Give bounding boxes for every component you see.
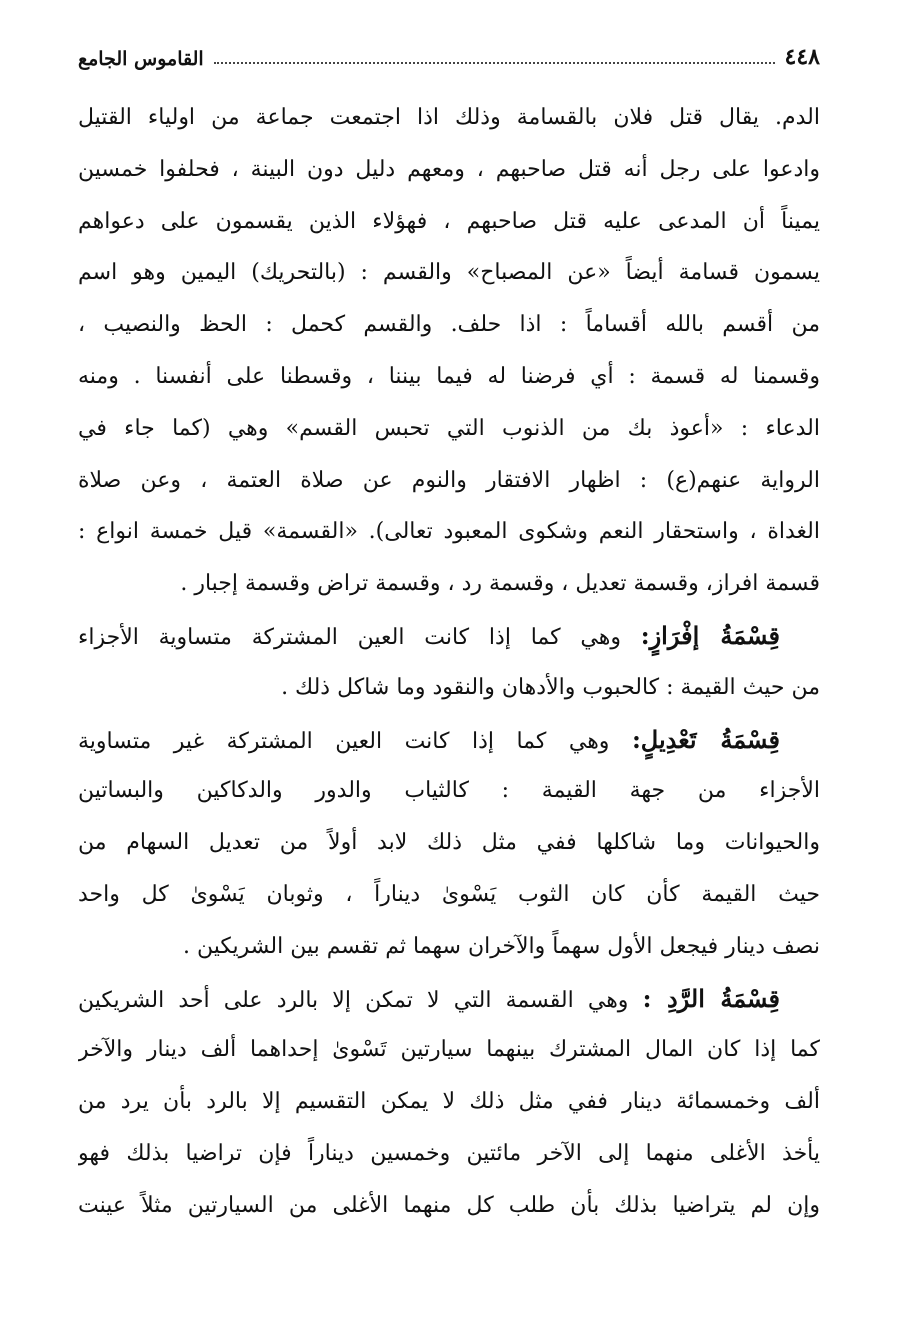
section-first-line [78, 714, 820, 766]
text-line: الرواية عنهم(ع) : اظهار الافتقار والنوم عن صلاة العتمة ، وعن صلاة [78, 467, 820, 493]
text-line: وادعوا على رجل أنه قتل صاحبهم ، ومعهم دليل دون البينة ، فحلفوا خمسين [78, 156, 820, 182]
text-line: وقسمنا له قسمة : أي فرضنا له فيما بيننا ، وقسطنا على أنفسنا . ومنه [78, 363, 820, 389]
text-line: نصف دينار فيجعل الأول سهماً والآخران سهما ثم تقسم بين الشريكين . [183, 933, 820, 959]
running-title: القاموس الجامع [78, 48, 204, 70]
text-line: يميناً أن المدعى عليه قتل صاحبهم ، فهؤلاء الذين يقسمون على دعواهم [78, 208, 820, 234]
section-term: قِسْمَةُ الرَّدِ : [642, 983, 781, 1013]
text-line: ألف وخمسمائة دينار ففي مثل ذلك لا يمكن التقسيم إلا بالرد بأن يرد من [78, 1089, 820, 1115]
page-number: ٤٤٨ [784, 44, 820, 70]
section-first-line [78, 610, 820, 662]
text-line: من حيث القيمة : كالحبوب والأدهان والنقود وما شاكل ذلك . [281, 674, 820, 700]
text-line: يأخذ الأغلى منهما إلى الآخر مائتين وخمسين ديناراً فإن تراضيا بذلك فهو [78, 1140, 820, 1166]
text-line: كما إذا كان المال المشترك بينهما سيارتين تَسْوىٰ إحداهما ألف دينار والآخر [78, 1037, 820, 1063]
text-line: الدم. يقال قتل فلان بالقسامة وذلك اذا اجتمعت جماعة من اولياء القتيل [78, 105, 820, 130]
text-line: وإن لم يتراضيا بذلك بأن طلب كل منهما الأغلى من السيارتين مثلاً عينت [78, 1192, 820, 1218]
section-first-text: وهي كما إذا كانت العين المشتركة متساوية الأجزاء [78, 624, 621, 650]
page-header [78, 36, 820, 70]
header-dot-leader [214, 61, 775, 64]
text-line: والحيوانات وما شاكلها ففي مثل ذلك لابد أولاً من تعديل السهام من [78, 830, 820, 856]
text-line: من أقسم بالله أقساماً : اذا حلف. والقسم كحمل : الحظ والنصيب ، [78, 312, 820, 338]
text-line: الدعاء : «أعوذ بك من الذنوب التي تحبس القسم» وهي (كما جاء في [78, 415, 820, 441]
section-term: قِسْمَةُ إفْرَازٍ: [640, 620, 780, 650]
section-first-text: وهي القسمة التي لا تمكن إلا بالرد على أحد الشريكين [78, 987, 629, 1013]
text-line: الأجزاء من جهة القيمة : كالثياب والدور والدكاكين والبساتين [78, 778, 820, 804]
section-first-text: وهي كما إذا كانت العين المشتركة غير متساوية [78, 728, 610, 754]
section-first-line [78, 973, 820, 1025]
section-term: قِسْمَةُ تَعْدِيلٍ: [631, 724, 780, 754]
text-line: الغداة ، واستحقار النعم وشكوى المعبود تعالى). «القسمة» قيل خمسة انواع : [78, 519, 820, 545]
body-text [78, 92, 820, 1232]
text-line: حيث القيمة كأن كان الثوب يَسْوىٰ ديناراً ، وثوبان يَسْوىٰ كل واحد [78, 881, 820, 907]
text-line: قسمة افراز، وقسمة تعديل ، وقسمة رد ، وقسمة تراض وقسمة إجبار . [180, 571, 820, 597]
text-line: يسمون قسامة أيضاً «عن المصباح» والقسم : (بالتحريك) اليمين وهو اسم [78, 260, 820, 286]
